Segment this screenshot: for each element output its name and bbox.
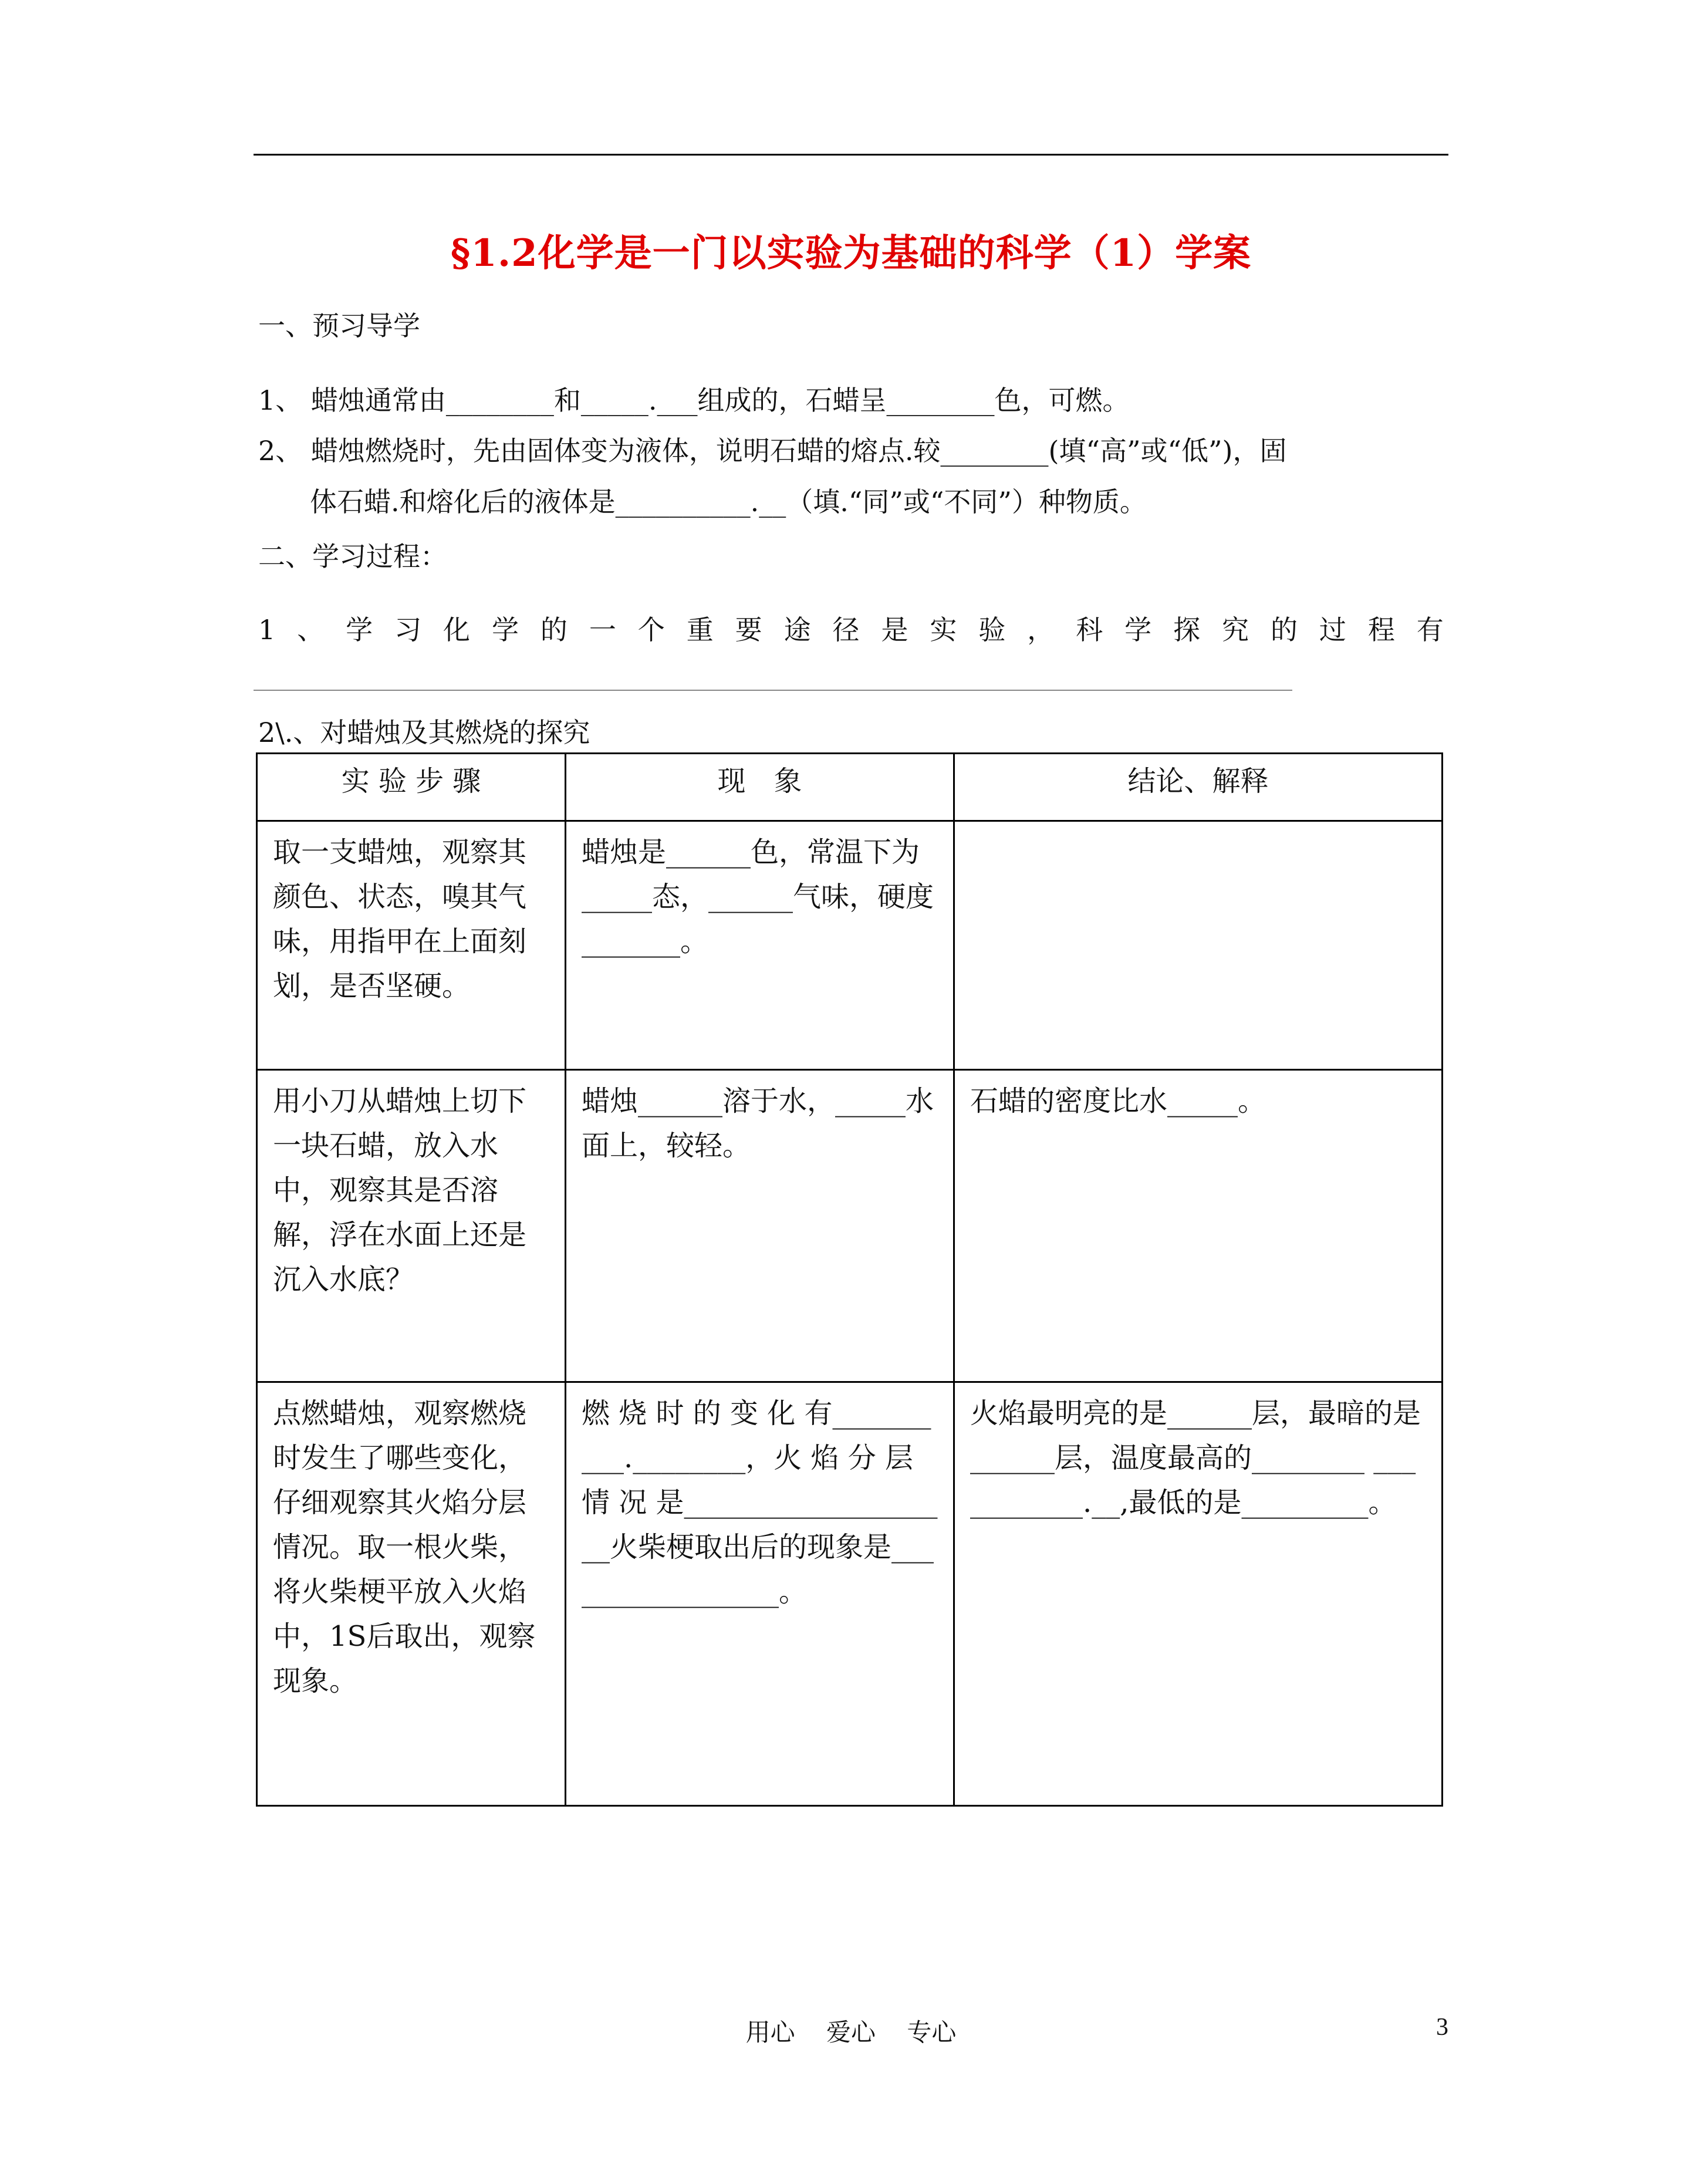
justified-char: 学 — [1124, 614, 1152, 646]
page-number: 3 — [1436, 2014, 1448, 2041]
step-cell: 用小刀从蜡烛上切下一块石蜡，放入水中，观察其是否溶解，浮在水面上还是沉入水底？ — [257, 1070, 566, 1382]
page-title: §1.2化学是一门以实验为基础的科学（1）学案 — [450, 231, 1252, 275]
conclusion-cell — [954, 821, 1443, 1070]
section1-heading: 一、预习导学 — [258, 310, 420, 342]
question-1-1: 1、 蜡烛通常由________和_____.___组成的，石蜡呈________色，可燃。 — [258, 384, 1130, 416]
header-phenomenon: 现 象 — [566, 754, 954, 821]
table-row — [257, 1382, 1443, 1806]
conclusion-cell: 火焰最明亮的是______层，最暗的是______层，温度最高的________ ___________.__,最低的是_________。 — [954, 1382, 1443, 1806]
justified-char: 过 — [1319, 614, 1346, 646]
justified-char: 的 — [1270, 614, 1298, 646]
justified-char: 径 — [832, 614, 860, 646]
header-rule — [254, 154, 1448, 156]
table-row — [257, 1070, 1443, 1382]
justified-char: 验 — [978, 614, 1006, 646]
justified-char: 科 — [1076, 614, 1103, 646]
justified-char: 是 — [881, 614, 908, 646]
question-1-2-line1: 2、 蜡烛燃烧时，先由固体变为液体，说明石蜡的熔点.较________(填“高”或“低”)，固 — [258, 435, 1287, 467]
justified-char: 重 — [686, 614, 714, 646]
justified-char: 个 — [637, 614, 665, 646]
answer-underline — [254, 690, 1292, 691]
justified-char: 1 — [258, 614, 276, 646]
justified-char: 有 — [1416, 614, 1444, 646]
justified-char: 学 — [491, 614, 519, 646]
phenomenon-cell: 蜡烛______溶于水，_____水面上，较轻。 — [566, 1070, 954, 1382]
justified-char: 途 — [783, 614, 811, 646]
header-conclusion: 结论、解释 — [954, 754, 1443, 821]
conclusion-cell: 石蜡的密度比水_____。 — [954, 1070, 1443, 1382]
justified-char: 的 — [540, 614, 568, 646]
justified-char: 一 — [589, 614, 616, 646]
justified-char: 学 — [346, 614, 373, 646]
justified-char: 实 — [930, 614, 957, 646]
justified-char: 程 — [1367, 614, 1395, 646]
justified-char: ， — [1027, 614, 1055, 646]
justified-char: 化 — [443, 614, 471, 646]
table-row — [257, 821, 1443, 1070]
step-cell: 取一支蜡烛，观察其颜色、状态，嗅其气味，用指甲在上面刻划，是否坚硬。 — [257, 821, 566, 1070]
justified-char: 习 — [394, 614, 422, 646]
step-cell: 点燃蜡烛，观察燃烧时发生了哪些变化，仔细观察其火焰分层情况。取一根火柴，将火柴梗平放入火焰中，1S后取出，观察现象。 — [257, 1382, 566, 1806]
justified-char: 探 — [1173, 614, 1201, 646]
justified-char: 究 — [1222, 614, 1249, 646]
header-steps: 实 验 步 骤 — [257, 754, 566, 821]
phenomenon-cell: 燃 烧 时 的 变 化 有__________.________，火 焰 分 层 情 况 是____________________火柴梗取出后的现象是_________________。 — [566, 1382, 954, 1806]
question-1-2-line2: 体石蜡.和熔化后的液体是__________.__（填.“同”或“不同”）种物质。 — [310, 486, 1147, 518]
justified-char: 要 — [735, 614, 762, 646]
question-2-2-label: 2\.、对蜡烛及其燃烧的探究 — [258, 717, 590, 748]
phenomenon-cell: 蜡烛是______色，常温下为_____态，______气味，硬度_______。 — [566, 821, 954, 1070]
question-2-1 — [258, 612, 1444, 647]
table-header-row — [257, 754, 1443, 821]
footer-motto: 用心 爱心 专心 — [745, 2018, 957, 2047]
justified-char: 、 — [297, 614, 325, 646]
section2-heading: 二、学习过程： — [258, 541, 447, 572]
experiment-table — [256, 752, 1443, 1807]
